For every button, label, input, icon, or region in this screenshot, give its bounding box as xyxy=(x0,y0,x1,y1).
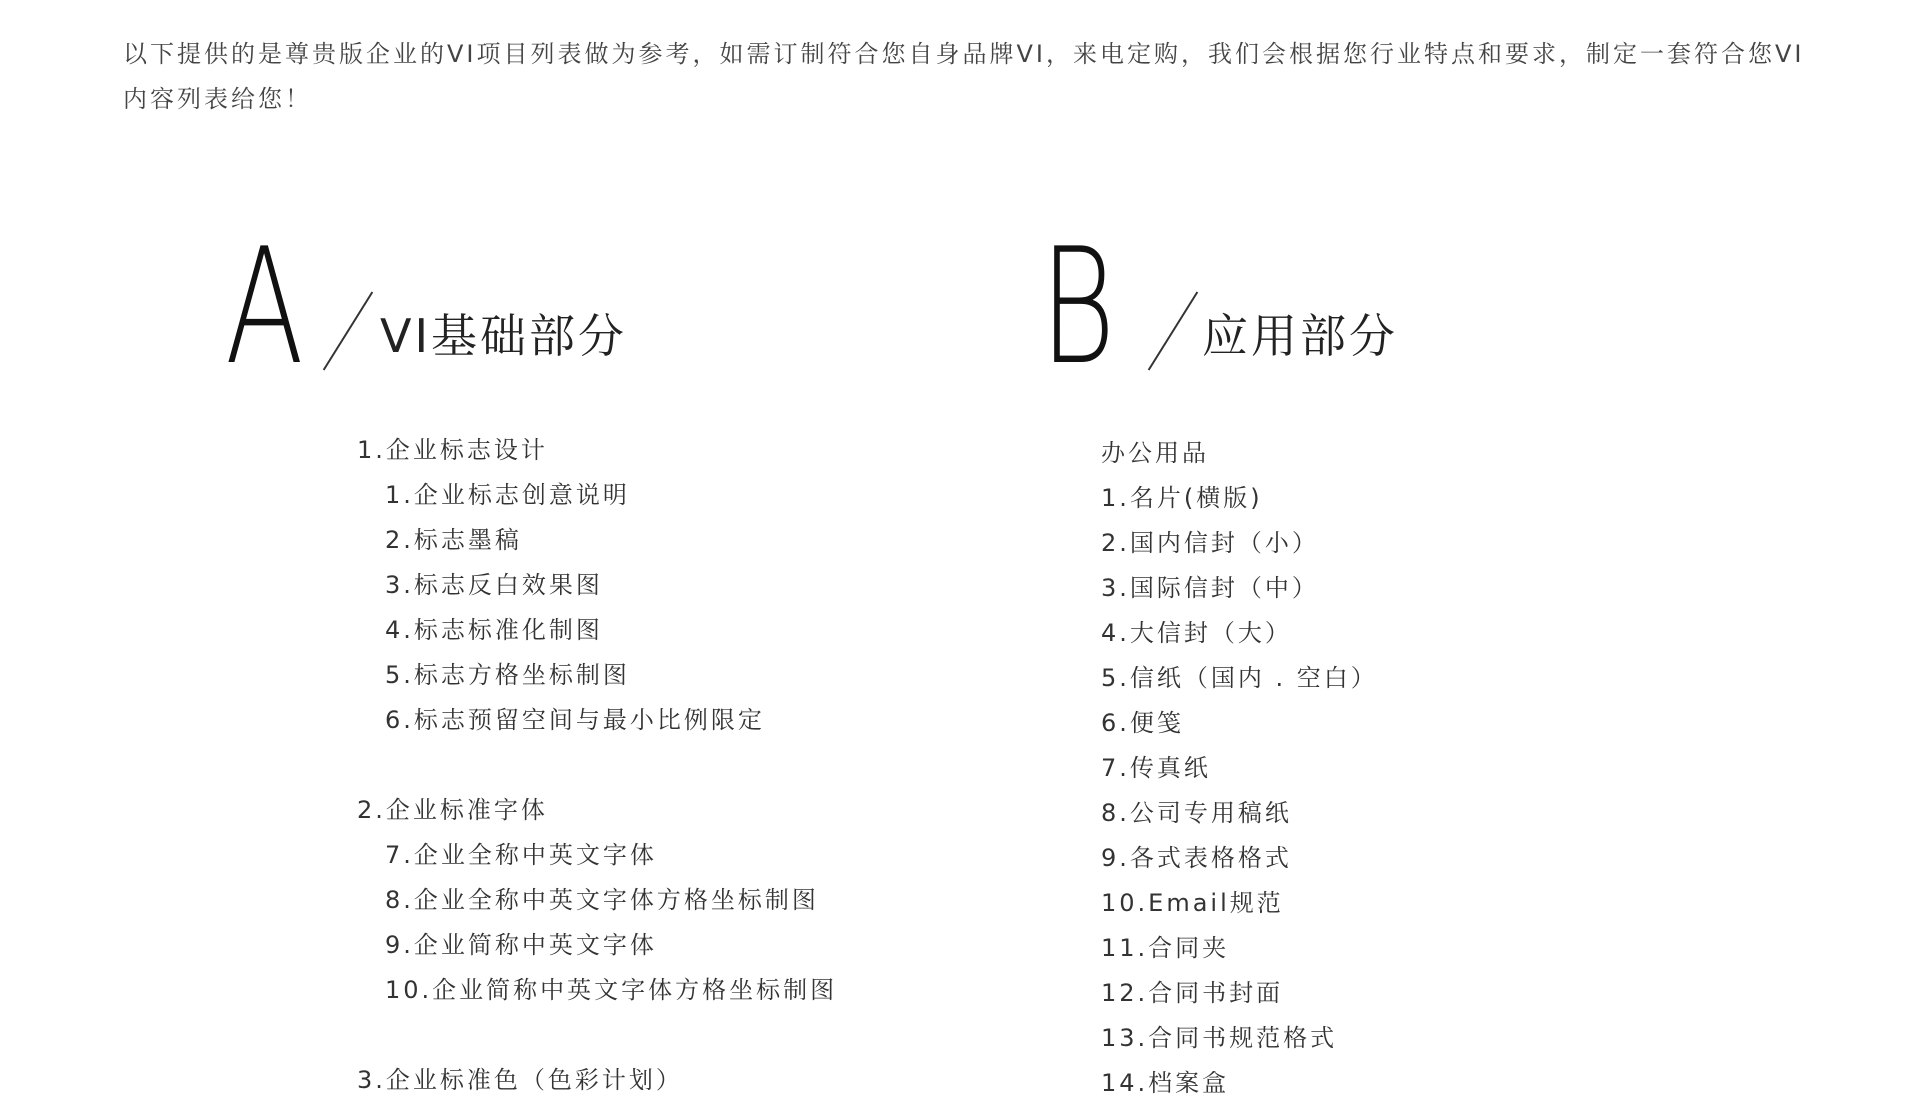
list-item: 12.合同书封面 xyxy=(1101,979,1284,1007)
list-item: 4.大信封（大） xyxy=(1101,619,1292,647)
list-item: 1.企业标志创意说明 xyxy=(385,481,630,509)
intro-text: 以下提供的是尊贵版企业的VI项目列表做为参考，如需订制符合您自身品牌VI，来电定购，我们会根据您行业特点和要求，制定一套符合您VI内容列表给您！ xyxy=(123,40,1805,113)
section-b-list xyxy=(1101,431,1378,1106)
section-a-letter: A xyxy=(225,213,304,400)
list-item: 3.国际信封（中） xyxy=(1101,574,1319,602)
list-item: 10.Email规范 xyxy=(1101,889,1284,917)
list-item: 8.企业全称中英文字体方格坐标制图 xyxy=(385,886,819,914)
section-b-letter: B xyxy=(1040,213,1116,400)
section-a-header xyxy=(225,205,725,400)
list-item: 1.名片(横版) xyxy=(1101,484,1263,512)
list-item: 11.合同夹 xyxy=(1101,934,1230,962)
list-item: 2.标志墨稿 xyxy=(385,526,522,554)
list-item: 4.标志标准化制图 xyxy=(385,616,603,644)
list-heading: 2.企业标准字体 xyxy=(357,796,548,824)
list-item: 9.企业简称中英文字体 xyxy=(385,931,657,959)
section-b-header xyxy=(1040,205,1540,400)
section-b-slash xyxy=(1148,291,1198,370)
list-item: 3.标志反白效果图 xyxy=(385,571,603,599)
section-a-title: VI基础部分 xyxy=(380,309,628,363)
list-item: 5.信纸（国内 . 空白） xyxy=(1101,664,1378,692)
list-item: 7.传真纸 xyxy=(1101,754,1211,782)
list-item: 6.标志预留空间与最小比例限定 xyxy=(385,706,765,734)
list-item: 8.公司专用稿纸 xyxy=(1101,799,1292,827)
list-item: 6.便笺 xyxy=(1101,709,1184,737)
section-a-list xyxy=(357,428,837,1103)
list-item: 5.标志方格坐标制图 xyxy=(385,661,630,689)
list-heading: 3.企业标准色（色彩计划） xyxy=(357,1066,683,1094)
list-item: 10.企业简称中英文字体方格坐标制图 xyxy=(385,976,838,1004)
list-item: 7.企业全称中英文字体 xyxy=(385,841,657,869)
section-a-slash xyxy=(323,291,373,370)
list-item: 13.合同书规范格式 xyxy=(1101,1024,1338,1052)
list-heading: 办公用品 xyxy=(1101,439,1209,467)
list-spacer xyxy=(357,743,837,788)
list-heading: 1.企业标志设计 xyxy=(357,436,548,464)
list-item: 9.各式表格格式 xyxy=(1101,844,1292,872)
list-spacer xyxy=(357,1013,837,1058)
list-item: 2.国内信封（小） xyxy=(1101,529,1319,557)
list-item: 14.档案盒 xyxy=(1101,1069,1230,1097)
section-b-title: 应用部分 xyxy=(1202,309,1398,363)
